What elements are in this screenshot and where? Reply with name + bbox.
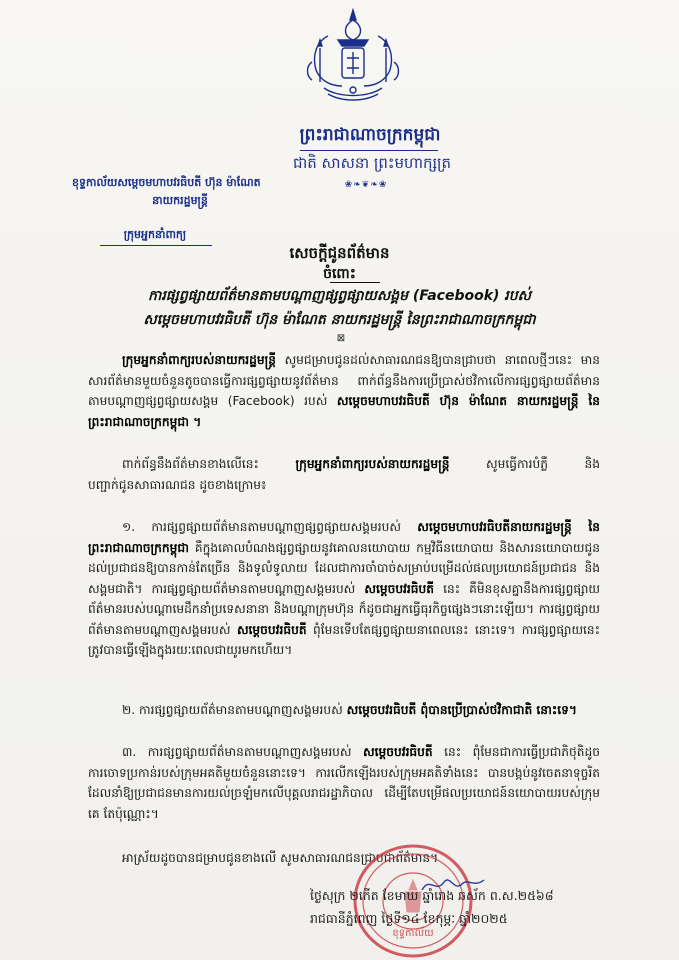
statement-subject-line1: ការផ្សព្វផ្សាយព័ត៌មានតាមបណ្តាញផ្សព្វផ្សាយសង្គម (Facebook) របស់ xyxy=(148,288,531,304)
point-1-text-b: គឺក្នុងគោលបំណងផ្សព្វផ្សាយនូវគោលនយោបាយ កម្មវិធីនយោបាយ និងសារនយោបាយជូនដល់ប្រជាជនឱ្យបានកាន់តែច្រើន និងទូលំទូលាយ ដែលជាការចាំបាច់សម្រាប់បម្រើដល់ផលប្រយោជន៍ប្រជាជន និងសង្គមជាតិ។ ការផ្សព្វផ្សាយព័ត៌មានតាមបណ្តាញសង្គមរបស់ xyxy=(88,540,601,596)
spokesperson-unit-bold: ក្រុមអ្នកនាំពាក្យរបស់នាយករដ្ឋមន្ត្រី xyxy=(122,353,277,367)
department-name: ក្រុមអ្នកនាំពាក្យ xyxy=(123,228,187,241)
point-1-text-a: ១. ការផ្សព្វផ្សាយព័ត៌មានតាមបណ្តាញផ្សព្វផ្សាយសង្គមរបស់ xyxy=(122,520,401,534)
point-1 xyxy=(88,517,600,661)
point-3-text-a: ៣. ការផ្សព្វផ្សាយព័ត៌មានតាមបណ្តាញសង្គមរបស់ xyxy=(122,745,352,759)
point-1-bold-a: សម្តេចមហាបវរធិបតីនាយករដ្ឋមន្ត្រី នៃព្រះរាជាណាចក្រកម្ពុជា xyxy=(88,520,600,555)
point-3-bold: សម្តេចបវរធិបតី xyxy=(363,745,433,759)
ornament-mark-icon: ⊠ xyxy=(336,333,346,344)
conclusion-text: អាស្រ័យដូចបានជម្រាបជូនខាងលើ សូមសាធារណជនជ្រាបជាព័ត៌មាន។ xyxy=(122,851,439,865)
seal-text: ខុទ្ទកាល័យ xyxy=(392,928,434,939)
statement-title: សេចក្តីជូនព័ត៌មាន xyxy=(289,244,390,262)
lunar-date-line: ថ្ងៃសុក្រ ២កើត ខែមាឃ ឆ្នាំរោង ឆស័ក ព.ស.២៥៦៨ xyxy=(310,888,554,903)
paragraph-clarification xyxy=(88,454,600,495)
royal-emblem-icon xyxy=(298,6,408,106)
statement-subject-line2: សម្តេចមហាបវរធិបតី ហ៊ុន ម៉ាណែត នាយករដ្ឋមន្ត្រី នៃព្រះរាជាណាចក្រកម្ពុជា xyxy=(143,312,536,328)
kingdom-title: ព្រះរាជាណាចក្រកម្ពុជា xyxy=(299,125,441,145)
point-1-bold-c: សម្តេចបវរធិបតី xyxy=(236,622,307,637)
paragraph-intro xyxy=(88,350,600,432)
point-2-text: ២. ការផ្សព្វផ្សាយព័ត៌មានតាមបណ្តាញសង្គមរបស់ xyxy=(122,703,343,717)
clarification-text-a: ពាក់ព័ន្ធនឹងព័ត៌មានខាងលើនេះ xyxy=(122,457,259,471)
office-name: ខុទ្ទកាល័យសម្តេចមហាបវរធិបតី ហ៊ុន ម៉ាណែត xyxy=(72,176,261,189)
point-2 xyxy=(88,700,600,721)
point-1-text-d: ពុំមែនទើបតែផ្សព្វផ្សាយនាពេលនេះ នោះទេ។ ការផ្សព្វផ្សាយនេះ ត្រូវបានធ្វើឡើងក្នុងរយៈពេលជាយូរមកហើយ។ xyxy=(88,622,601,657)
pm-name-bold: សម្តេចមហាបវរធិបតី ហ៊ុន ម៉ាណែត នាយករដ្ឋមន្ត្រី នៃព្រះរាជាណាចក្រកម្ពុជា ។ xyxy=(88,394,601,429)
point-3 xyxy=(88,742,600,824)
point-1-bold-b: សម្តេចបវរធិបតី xyxy=(364,581,435,596)
city-date-line: រាជធានីភ្នំពេញ ថ្ងៃទី១៤ ខែកុម្ភៈ ឆ្នាំ២០២៥ xyxy=(310,911,508,926)
point-2-bold: សម្តេចបវរធិបតី ពុំបានប្រើប្រាស់ថវិកាជាតិ នោះទេ។ xyxy=(346,703,577,717)
paragraph-conclusion xyxy=(88,848,600,869)
office-title: នាយករដ្ឋមន្ត្រី xyxy=(152,194,208,207)
national-motto: ជាតិ សាសនា ព្រះមហាក្សត្រ xyxy=(292,154,452,172)
clarification-text-b: សូមធ្វើការបំភ្លឺ និងបញ្ជាក់ជូនសាធារណជន ដូចខាងក្រោម៖ xyxy=(88,457,600,492)
ornament-divider-icon: ❀❧❦❧❀ xyxy=(344,180,388,190)
subject-underline xyxy=(330,282,380,283)
kingdom-underline xyxy=(300,150,438,151)
point-1-text-c: នេះ គឺមិនខុសគ្នានឹងការផ្សព្វផ្សាយព័ត៌មានរបស់បណ្តាមេដឹកនាំប្រទេសនានា និងបណ្តាក្រុមហ៊ុន ក៏ដូចជាអ្នកធ្វើធុរកិច្ចផ្សេងៗនោះឡើយ។ ការផ្សព្វផ្សាយព័ត៌មានតាមបណ្តាញសង្គមរបស់ xyxy=(88,581,600,637)
intro-text: សូមជម្រាបជូនដល់សាធារណជនឱ្យបានជ្រាបថា នាពេលថ្មីៗនេះ មានសារព័ត៌មានមួយចំនួនតូចបានធ្វើការផ្សព្វផ្សាយនូវព័ត៌មាន ពាក់ព័ន្ធនឹងការប្រើប្រាស់ថវិកាលើការផ្សព្វផ្សាយព័ត៌មានតាមបណ្តាញផ្សព្វផ្សាយសង្គម (Facebook) របស់ xyxy=(88,353,601,408)
point-3-text-b: នេះ ពុំមែនជាការធ្វើប្រជាភិថុតិដូចការចោទប្រកាន់របស់ក្រុមអគតិមួយចំនួននោះទេ។ ការលើកឡើងរបស់ក្រុមអគតិទាំងនេះ បានបង្កប់នូវចេតនាទុច្ចរិតដែលនាំឱ្យប្រជាជនមានការយល់ច្រឡំមកលើបុគ្គលរាជរដ្ឋាភិបាល ដើម្បីតែបម្រើផលប្រយោជន៍នយោបាយរបស់ក្រុមគេ តែប៉ុណ្ណោះ។ xyxy=(88,745,600,821)
clarification-bold: ក្រុមអ្នកនាំពាក្យរបស់នាយករដ្ឋមន្ត្រី xyxy=(295,457,450,471)
statement-subject-label: ចំពោះ xyxy=(323,266,356,282)
